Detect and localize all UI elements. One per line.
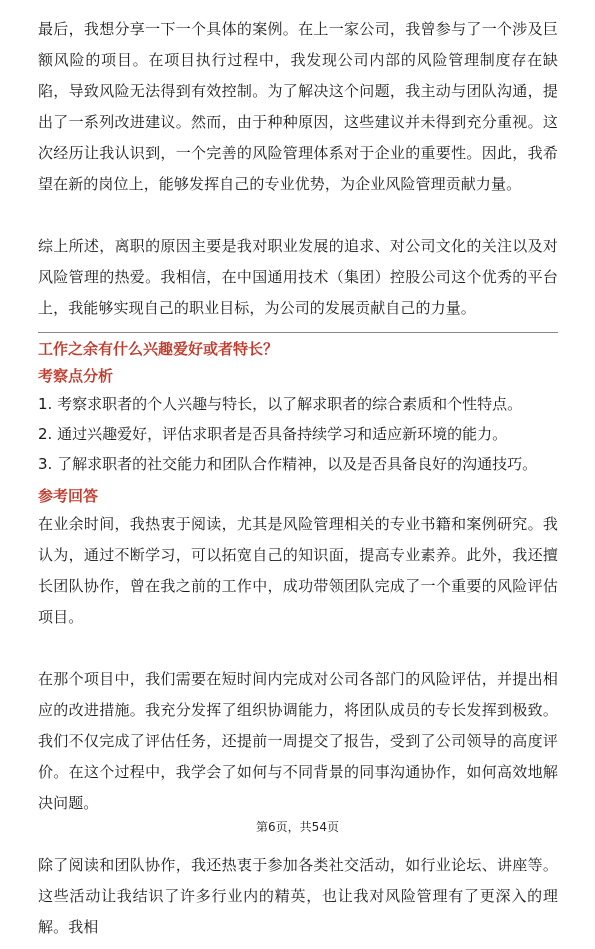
intro-paragraph: 最后，我想分享一下一个具体的案例。在上一家公司，我曾参与了一个涉及巨额风险的项目。在项目执行过程中，我发现公司内部的风险管理制度存在缺陷，导致风险无法得到有效控制。为了解决这个问题，我主动与团队沟通，提出了一系列改进建议。然而，由于种种原因，这些建议并未得到充分重视。这次经历让我认识到，一个完善的风险管理体系对于企业的重要性。因此，我希望在新的岗位上，能够发挥自己的专业优势，为企业风险管理贡献力量。 — [38, 20, 558, 193]
page-content — [38, 14, 558, 949]
section-divider — [38, 332, 558, 333]
intro-paragraph: 综上所述，离职的原因主要是我对职业发展的追求、对公司文化的关注以及对风险管理的热爱。我相信，在中国通用技术（集团）控股公司这个优秀的平台上，我能够实现自己的职业目标，为公司的发展贡献自己的力量。 — [38, 237, 558, 317]
question-heading: 工作之余有什么兴趣爱好或者特长？ — [38, 340, 279, 358]
analysis-item: 2. 通过兴趣爱好，评估求职者是否具备持续学习和适应新环境的能力。 — [38, 425, 508, 443]
answer-paragraph: 在那个项目中，我们需要在短时间内完成对公司各部门的风险评估，并提出相应的改进措施。我充分发挥了组织协调能力，将团队成员的专长发挥到极致。我们不仅完成了评估任务，还提前一周提交了报告，受到了公司领导的高度评价。在这个过程中，我学会了如何与不同背景的同事沟通协作，如何高效地解决问题。 — [38, 670, 558, 812]
answer-paragraph: 在业余时间，我热衷于阅读，尤其是风险管理相关的专业书籍和案例研究。我认为，通过不断学习，可以拓宽自己的知识面，提高专业素养。此外，我还擅长团队协作，曾在我之前的工作中，成功带领团队完成了一个重要的风险评估项目。 — [38, 515, 558, 626]
page-number-footer: 第6页，共54页 — [256, 820, 339, 834]
analysis-item: 3. 了解求职者的社交能力和团队合作精神，以及是否具备良好的沟通技巧。 — [38, 455, 538, 473]
analysis-label: 考察点分析 — [38, 367, 114, 385]
answer-paragraph: 除了阅读和团队协作，我还热衷于参加各类社交活动，如行业论坛、讲座等。这些活动让我结识了许多行业内的精英，也让我对风险管理有了更深入的理解。我相 — [38, 856, 558, 936]
answer-label: 参考回答 — [38, 487, 99, 505]
analysis-item: 1. 考察求职者的个人兴趣与特长，以了解求职者的综合素质和个性特点。 — [38, 395, 523, 413]
